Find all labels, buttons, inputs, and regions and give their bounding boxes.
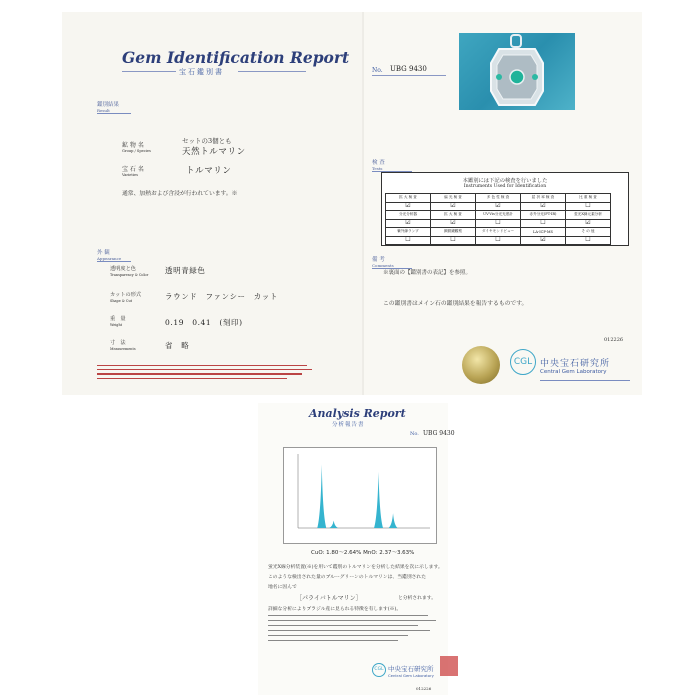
measure-value: 省 略 (165, 341, 190, 350)
composition-result: CuO: 1.80〜2.64% MnO: 2.37〜3.63% (311, 550, 415, 556)
fine-print-line (97, 369, 312, 370)
fine-print-line (268, 625, 418, 626)
analysis-fine-print (268, 615, 438, 641)
instrument-cell: UV-Vis分光光度計 (476, 211, 521, 220)
cgl-logo-text: CGL (513, 357, 533, 367)
spectrum-peak (389, 513, 398, 528)
shape-label: カットの形式 (110, 292, 142, 298)
variety-value: トルマリン (186, 166, 232, 176)
fine-print (97, 364, 337, 386)
fine-print-line (268, 620, 436, 621)
color-label: 透明度と色 (110, 266, 136, 272)
fine-print-line (268, 640, 398, 641)
fine-print-line (268, 615, 428, 616)
species-label-en: Group / Species (122, 149, 151, 153)
instrument-check-row (386, 219, 611, 228)
red-stamp (440, 656, 458, 676)
instruments-table (385, 193, 611, 245)
result-section-label (97, 100, 131, 114)
report-number: UBG 9430 (390, 65, 427, 73)
tests-section-label (372, 158, 412, 172)
no-label: No. (372, 67, 383, 74)
variety-name: ［パライバトルマリン］ (296, 595, 362, 602)
analysis-text-line1: 蛍光X線分析装置(※)を用いて鑑別のトルマリンを分析した結果を次に示します。 (268, 565, 443, 570)
instrument-cell: 偏 光 検 査 (431, 194, 476, 203)
unchecked-box-icon: ☐ (566, 236, 611, 245)
checked-box-icon: ☑ (386, 202, 431, 211)
cgl-logo-small-text: CGL (374, 667, 384, 672)
gem-identification-page (62, 12, 362, 395)
cgl-logo-small (372, 663, 386, 677)
variety-label-en: Varieties (122, 173, 138, 177)
appearance-section-label (97, 248, 131, 262)
unchecked-box-icon: ☐ (476, 219, 521, 228)
unchecked-box-icon: ☐ (431, 236, 476, 245)
remarks-section-label (372, 255, 412, 269)
species-value-line1: セットの3個とも (182, 137, 232, 145)
instrument-cell: 顕微鏡観察 (431, 228, 476, 237)
instrument-cell: 分光分析器 (386, 211, 431, 220)
analysis-title: Analysis Report (309, 407, 406, 420)
bottom-lab-name-en: Central Gem Laboratory (388, 673, 434, 678)
remarks-label-jp: 備 考 (372, 257, 385, 263)
report-title: Gem Identification Report (122, 48, 350, 67)
remarks-label-en: Comments (372, 263, 394, 268)
lab-name-jp: 中央宝石研究所 (540, 359, 611, 369)
instruments-grid (385, 193, 611, 245)
bottom-lab-name-jp: 中央宝石研究所 (388, 665, 434, 673)
instruments-header-jp: 本鑑別には下記の検査を行いました (462, 178, 548, 184)
appearance-label-jp: 外 観 (97, 250, 110, 256)
weight-label-en: Weight (110, 323, 123, 327)
instrument-cell: 比 重 検 査 (566, 194, 611, 203)
instrument-check-row (386, 236, 611, 245)
tests-label-jp: 検 査 (372, 160, 385, 166)
unchecked-box-icon: ☐ (476, 236, 521, 245)
analysis-text-line2: このような検出された量のブルーグリーンのトルマリンは、当鑑別された (268, 575, 427, 580)
weight-label: 重 量 (110, 316, 126, 322)
tests-label-en: Tests (372, 166, 383, 171)
spectrum-peak (317, 464, 326, 528)
bottom-serial: 012226 (416, 686, 432, 691)
fine-print-line (268, 630, 430, 631)
species-label: 鉱 物 名 (122, 142, 144, 149)
unchecked-box-icon: ☐ (566, 202, 611, 211)
gold-seal (462, 346, 500, 384)
report-subtitle: 宝石鑑別書 (179, 68, 224, 76)
unchecked-box-icon: ☐ (521, 219, 566, 228)
title-rule-left (122, 71, 176, 72)
shape-value: ラウンド ファンシー カット (165, 292, 278, 301)
fine-print-line (97, 373, 302, 374)
instruments-header-en: Instruments Used for Identification (463, 184, 547, 189)
result-label-en: Result (97, 108, 110, 113)
instrument-cell: そ の 他 (566, 228, 611, 237)
instrument-cell: 蛍光X線元素分析 (566, 211, 611, 220)
checked-box-icon: ☑ (431, 219, 476, 228)
instrument-cell: 拡 大 検 査 (386, 194, 431, 203)
pendant-image (459, 33, 575, 110)
serial-number: 012226 (604, 337, 624, 343)
unchecked-box-icon: ☐ (386, 236, 431, 245)
analysis-text-line3: 地名に因んで (268, 585, 297, 590)
color-label-en: Transparency & Color (110, 273, 149, 277)
species-value-line2: 天然トルマリン (182, 147, 246, 157)
analysis-report-number: UBG 9430 (423, 430, 455, 437)
checked-box-icon: ☑ (476, 202, 521, 211)
instrument-label-row (386, 211, 611, 220)
spectrum-peak (374, 472, 383, 528)
spectrum-peak (329, 521, 338, 528)
instrument-cell: 赤外分光(FT-IR) (521, 211, 566, 220)
analysis-no-label: No. (410, 431, 419, 437)
fine-print-line (97, 365, 307, 366)
spectrum-chart (283, 447, 437, 544)
weight-value: 0.19 0.41 (刻印) (165, 318, 243, 327)
title-rule-right (238, 71, 306, 72)
instrument-cell: LA-ICP-MS (521, 228, 566, 237)
instrument-cell: 屈 折 率 検 査 (521, 194, 566, 203)
shape-label-en: Shape & Cut (110, 299, 133, 303)
color-value: 透明青緑色 (165, 266, 206, 275)
appearance-label-en: Appearance (97, 256, 122, 261)
remark-line: ※裏面の【鑑別書の表記】を参照。 (383, 270, 472, 276)
instrument-label-row (386, 228, 611, 237)
instrument-cell: 多 色 性 検 査 (476, 194, 521, 203)
report-number-rule (372, 75, 446, 76)
checked-box-icon: ☑ (431, 202, 476, 211)
result-label-jp: 鑑別結果 (97, 102, 120, 108)
analysis-subtitle: 分析報告書 (332, 422, 365, 428)
variety-suffix: と分析されます。 (398, 596, 436, 601)
instrument-label-row (386, 194, 611, 203)
instrument-cell: 拡 大 検 査 (431, 211, 476, 220)
fine-print-line (268, 635, 408, 636)
variety-label: 宝 石 名 (122, 166, 144, 173)
checked-box-icon: ☑ (521, 202, 566, 211)
jewelry-photo (459, 33, 575, 110)
instrument-check-row (386, 202, 611, 211)
cgl-logo (510, 349, 536, 375)
measure-label-en: Measurements (110, 347, 136, 351)
instrument-cell: 紫外線ランプ (386, 228, 431, 237)
measure-label: 寸 法 (110, 340, 126, 346)
checked-box-icon: ☑ (386, 219, 431, 228)
origin-line: 詳細な分析によりブラジル産に見られる特徴を有します(※)。 (268, 607, 402, 612)
checked-box-icon: ☑ (521, 236, 566, 245)
fine-print-line (97, 378, 287, 379)
instruments-table-frame (381, 172, 629, 246)
checked-box-icon: ☑ (566, 219, 611, 228)
spectrum-peaks (317, 464, 397, 528)
spectrum-svg (284, 448, 436, 543)
main-stone-note: この鑑別書はメイン石の鑑別結果を報告するものです。 (383, 301, 528, 307)
instrument-cell: ダイヤモンドビュー (476, 228, 521, 237)
lab-name-en: Central Gem Laboratory (540, 369, 607, 375)
treatment-note: 通常、加熱および含浸が行われています。※ (122, 191, 238, 197)
lab-address-line (540, 380, 630, 381)
